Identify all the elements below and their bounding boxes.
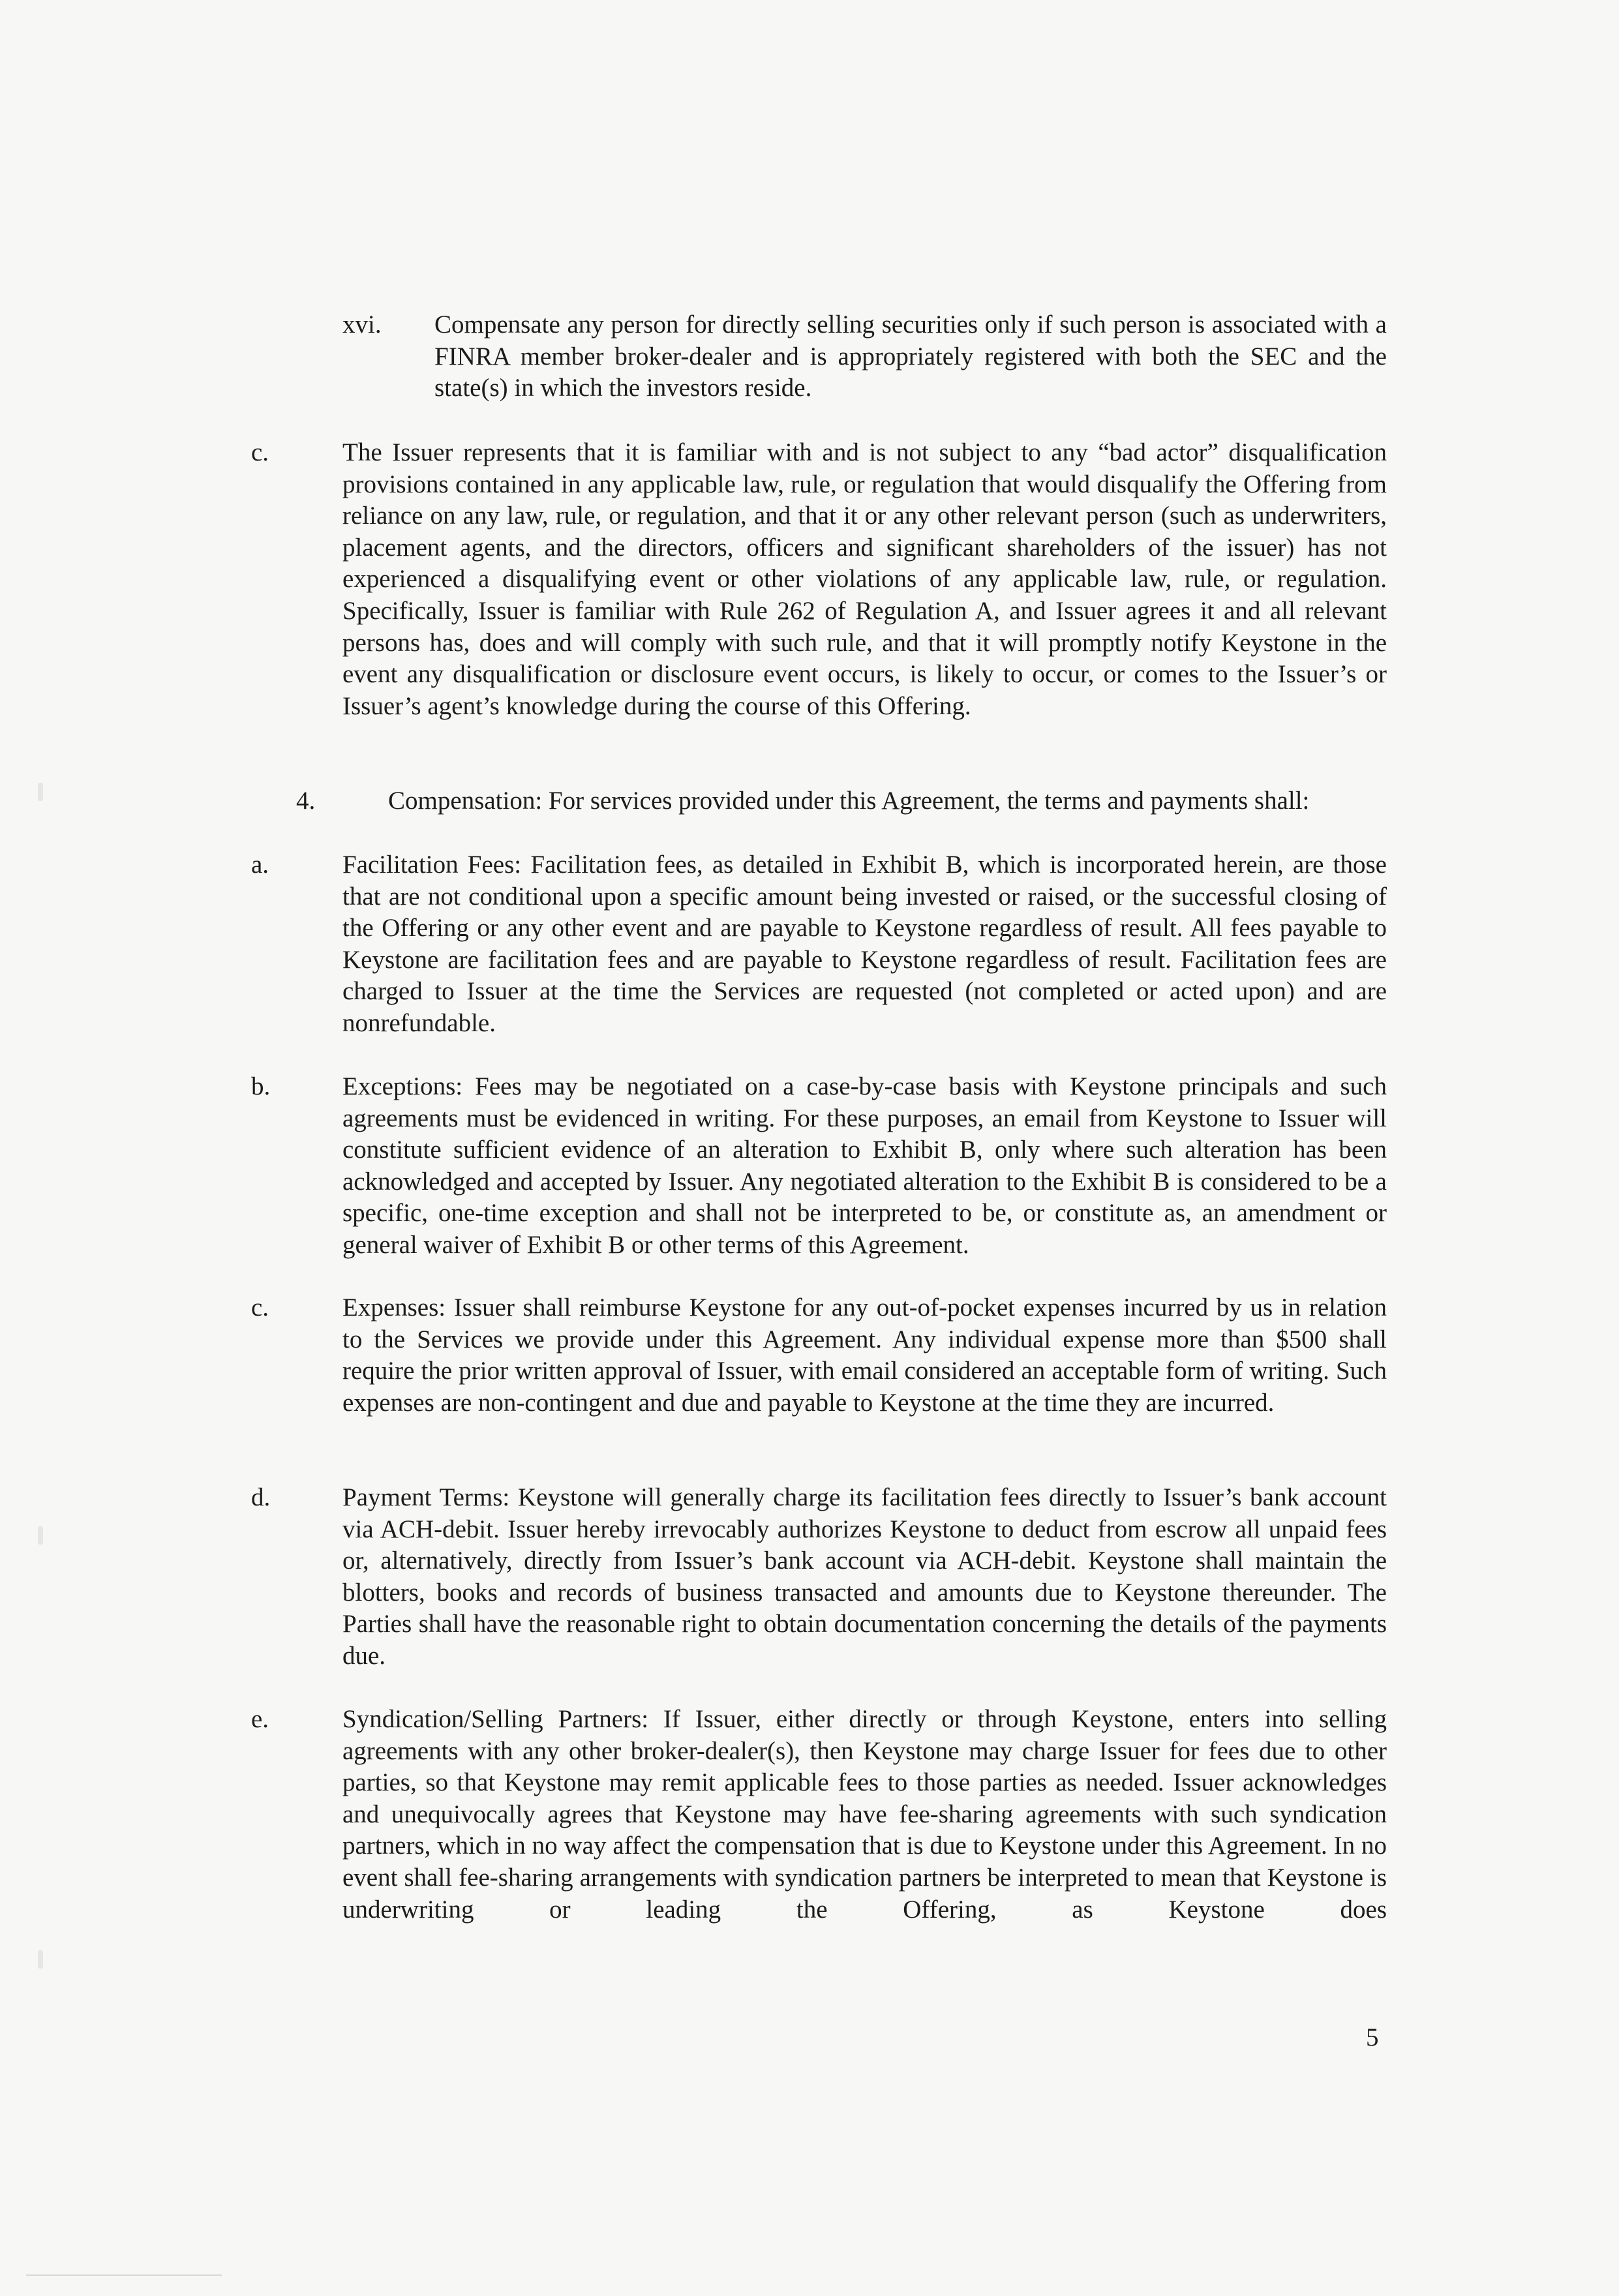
item-marker-d: d. (251, 1483, 271, 1511)
item-marker-a: a. (251, 851, 269, 879)
item-marker-c-expenses: c. (251, 1293, 269, 1322)
paragraph-expenses: Expenses: Issuer shall reimburse Keystone for any out-of-pocket expenses incurred by us in relation to the Services we provide under this Agreement. Any individual expense more than $500 shall require the prior written approval of Issuer, with email considered an acceptable form of writing. Such expenses are non-contingent and due and payable to Keystone at the time they are incurred. (342, 1293, 1387, 1417)
item-marker-c-bad-actor: c. (251, 438, 269, 466)
scan-artifact (38, 1526, 43, 1545)
item-marker-b: b. (251, 1072, 271, 1100)
page-number: 5 (1366, 2023, 1379, 2051)
section-heading-compensation: Compensation: For services provided under this Agreement, the terms and payments shall: (388, 787, 1310, 815)
paragraph-facilitation-fees: Facilitation Fees: Facilitation fees, as detailed in Exhibit B, which is incorporated herein, are those that are not conditional upon a specific amount being invested or raised, or the successful closing of the Offering or any other event and are payable to Keystone regardless of result. All fees payable to Keystone are facilitation fees and are payable to Keystone regardless of result. Facilitation fees are charged to Issuer at the time the Services are requested (not completed or acted upon) and are nonrefundable. (342, 851, 1387, 1037)
scan-edge-line (26, 2274, 222, 2276)
section-marker-4: 4. (296, 787, 316, 815)
paragraph-payment-terms: Payment Terms: Keystone will generally charge its facilitation fees directly to Issuer’s bank account via ACH-debit. Issuer hereby irrevocably authorizes Keystone to deduct from escrow all unpaid fees or, alternatively, directly from Issuer’s bank account via ACH-debit. Keystone shall maintain the blotters, books and records of business transacted and amounts due to Keystone thereunder. The Parties shall have the reasonable right to obtain documentation concerning the details of the payments due. (342, 1483, 1387, 1670)
scan-artifact (38, 1950, 43, 1969)
scan-artifact (38, 783, 43, 801)
paragraph-bad-actor: The Issuer represents that it is familiar with and is not subject to any “bad actor” disqualification provisions contained in any applicable law, rule, or regulation that would disqualify the Offering from reliance on any law, rule, or regulation, and that it or any other relevant person (such as underwriters, placement agents, and the directors, officers and significant shareholders of the issuer) has not experienced a disqualifying event or other violations of any applicable law, rule, or regulation. Specifically, Issuer is familiar with Rule 262 of Regulation A, and Issuer agrees it and all relevant persons has, does and will comply with such rule, and that it will promptly notify Keystone in the event any disqualification or disclosure event occurs, is likely to occur, or comes to the Issuer’s or Issuer’s agent’s knowledge during the course of this Offering. (342, 438, 1387, 720)
paragraph-exceptions: Exceptions: Fees may be negotiated on a case-by-case basis with Keystone principals and such agreements must be evidenced in writing. For these purposes, an email from Keystone to Issuer will constitute sufficient evidence of an alteration to Exhibit B, only where such alteration has been acknowledged and accepted by Issuer. Any negotiated alteration to the Exhibit B is considered to be a specific, one-time exception and shall not be interpreted to be, or constitute as, an amendment or general waiver of Exhibit B or other terms of this Agreement. (342, 1072, 1387, 1259)
paragraph-syndication: Syndication/Selling Partners: If Issuer, either directly or through Keystone, enters into selling agreements with any other broker-dealer(s), then Keystone may charge Issuer for fees due to other parties, so that Keystone may remit applicable fees to those parties as needed. Issuer acknowledges and unequivocally agrees that Keystone may have fee-sharing agreements with such syndication partners, which in no way affect the compensation that is due to Keystone under this Agreement. In no event shall fee-sharing arrangements with syndication partners be interpreted to mean that Keystone is underwriting or leading the Offering, as Keystone does (342, 1705, 1387, 1924)
item-marker-xvi: xvi. (342, 310, 382, 339)
item-marker-e: e. (251, 1705, 269, 1733)
paragraph-xvi: Compensate any person for directly selling securities only if such person is associated with a FINRA member broker-dealer and is appropriately registered with both the SEC and the state(s) in which the investors reside. (434, 310, 1387, 402)
